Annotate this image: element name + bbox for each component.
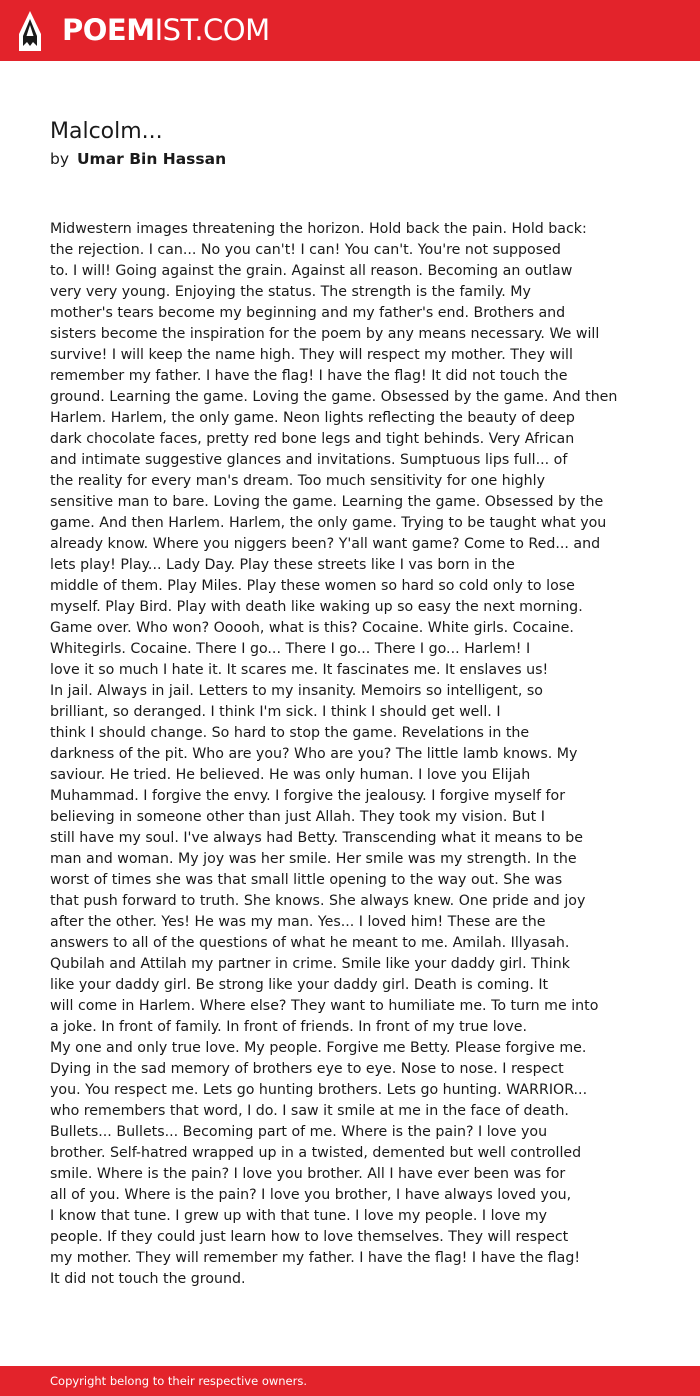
poem-line: Qubilah and Attilah my partner in crime. Smile like your daddy girl. Think [50, 956, 570, 972]
poem-line: In jail. Always in jail. Letters to my insanity. Memoirs so intelligent, so [50, 683, 543, 699]
poem-line: I know that tune. I grew up with that tune. I love my people. I love my [50, 1208, 548, 1224]
poem-line: myself. Play Bird. Play with death like waking up so easy the next morning. [50, 599, 583, 615]
poem-line: my mother. They will remember my father. I have the flag! I have the flag! [50, 1250, 581, 1266]
poem-line: think I should change. So hard to stop the game. Revelations in the [50, 725, 530, 741]
poem-line: ground. Learning the game. Loving the game. Obsessed by the game. And then [50, 389, 618, 405]
poem-line: survive! I will keep the name high. They will respect my mother. They will [50, 347, 573, 363]
poem-line: smile. Where is the pain? I love you brother. All I have ever been was for [50, 1166, 566, 1182]
poem-line: that push forward to truth. She knows. She always knew. One pride and joy [50, 893, 586, 909]
poem-line: the rejection. I can... No you can't! I can! You can't. You're not supposed [50, 242, 561, 258]
poem-title: Malcolm... [50, 119, 163, 144]
poem-line: the reality for every man's dream. Too much sensitivity for one highly [50, 473, 545, 489]
poem-line: still have my soul. I've always had Betty. Transcending what it means to be [50, 830, 583, 846]
poem-line: all of you. Where is the pain? I love you brother, I have always loved you, [50, 1187, 572, 1203]
poem-line: sensitive man to bare. Loving the game. Learning the game. Obsessed by the [50, 494, 604, 510]
poem-line: remember my father. I have the flag! I have the flag! It did not touch the [50, 368, 568, 384]
site-header [0, 0, 700, 61]
poem-line: game. And then Harlem. Harlem, the only game. Trying to be taught what you [50, 515, 607, 531]
site-logo[interactable] [62, 13, 270, 47]
poem-line: It did not touch the ground. [50, 1271, 246, 1287]
poem-line: Whitegirls. Cocaine. There I go... There I go... There I go... Harlem! I [50, 641, 531, 657]
site-footer [0, 1366, 700, 1396]
poem-line: like your daddy girl. Be strong like your daddy girl. Death is coming. It [50, 977, 549, 993]
poem-line: darkness of the pit. Who are you? Who are you? The little lamb knows. My [50, 746, 578, 762]
poem-line: Muhammad. I forgive the envy. I forgive the jealousy. I forgive myself for [50, 788, 566, 804]
copyright-text: Copyright belong to their respective owners. [50, 1374, 308, 1388]
poem-line: brother. Self-hatred wrapped up in a twisted, demented but well controlled [50, 1145, 582, 1161]
poem-line: a joke. In front of family. In front of friends. In front of my true love. [50, 1019, 527, 1035]
poem-line: lets play! Play... Lady Day. Play these streets like I vas born in the [50, 557, 515, 573]
poem-line: Midwestern images threatening the horizon. Hold back the pain. Hold back: [50, 221, 587, 237]
poem-line: people. If they could just learn how to love themselves. They will respect [50, 1229, 569, 1245]
poem-line: who remembers that word, I do. I saw it smile at me in the face of death. [50, 1103, 569, 1119]
poem-line: to. I will! Going against the grain. Against all reason. Becoming an outlaw [50, 263, 573, 279]
pen-nib-icon[interactable] [18, 10, 42, 52]
by-label: by [50, 150, 70, 168]
poem-line: My one and only true love. My people. Forgive me Betty. Please forgive me. [50, 1040, 587, 1056]
poem-line: answers to all of the questions of what he meant to me. Amilah. Illyasah. [50, 935, 570, 951]
logo-light-text: IST.COM [154, 13, 270, 47]
logo-bold-text: POEM [62, 13, 155, 47]
poem-line: Bullets... Bullets... Becoming part of me. Where is the pain? I love you [50, 1124, 548, 1140]
poem-line: brilliant, so deranged. I think I'm sick. I think I should get well. I [50, 704, 501, 720]
byline [50, 149, 226, 169]
poem-line: will come in Harlem. Where else? They want to humiliate me. To turn me into [50, 998, 599, 1014]
poem-line: worst of times she was that small little opening to the way out. She was [50, 872, 563, 888]
poem-body [50, 219, 690, 1290]
poem-line: saviour. He tried. He believed. He was only human. I love you Elijah [50, 767, 531, 783]
poem-line: Harlem. Harlem, the only game. Neon lights reflecting the beauty of deep [50, 410, 575, 426]
poem-line: after the other. Yes! He was my man. Yes... I loved him! These are the [50, 914, 546, 930]
poem-line: man and woman. My joy was her smile. Her smile was my strength. In the [50, 851, 577, 867]
poem-line: you. You respect me. Lets go hunting brothers. Lets go hunting. WARRIOR... [50, 1082, 588, 1098]
poem-line: middle of them. Play Miles. Play these women so hard so cold only to lose [50, 578, 575, 594]
poem-line: and intimate suggestive glances and invitations. Sumptuous lips full... of [50, 452, 568, 468]
poem-line: sisters become the inspiration for the poem by any means necessary. We will [50, 326, 600, 342]
poem-line: Game over. Who won? Ooooh, what is this? Cocaine. White girls. Cocaine. [50, 620, 574, 636]
author-name: Umar Bin Hassan [76, 150, 227, 168]
poem-line: mother's tears become my beginning and my father's end. Brothers and [50, 305, 566, 321]
poem-line: already know. Where you niggers been? Y'all want game? Come to Red... and [50, 536, 601, 552]
poem-line: Dying in the sad memory of brothers eye to eye. Nose to nose. I respect [50, 1061, 564, 1077]
poem-line: love it so much I hate it. It scares me. It fascinates me. It enslaves us! [50, 662, 549, 678]
poem-line: very very young. Enjoying the status. The strength is the family. My [50, 284, 531, 300]
poem-line: dark chocolate faces, pretty red bone legs and tight behinds. Very African [50, 431, 575, 447]
poem-line: believing in someone other than just Allah. They took my vision. But I [50, 809, 545, 825]
